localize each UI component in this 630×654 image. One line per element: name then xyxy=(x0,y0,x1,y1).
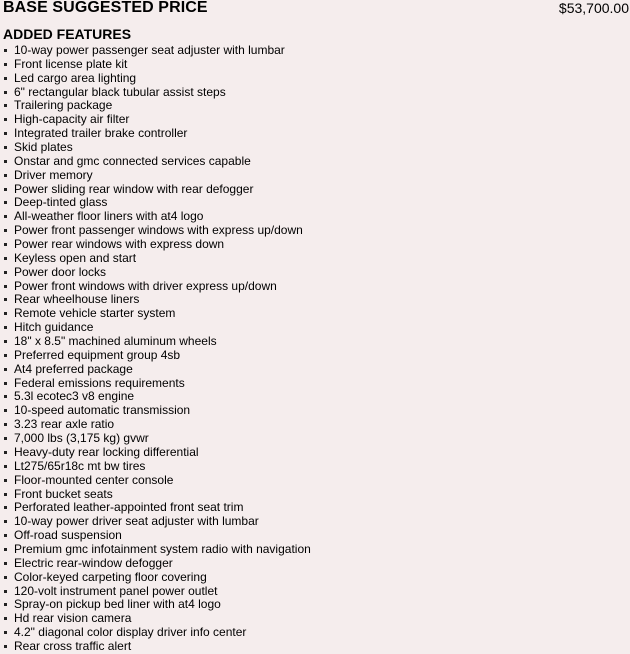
feature-item xyxy=(0,418,311,432)
feature-label: Color-keyed carpeting floor covering xyxy=(14,569,207,584)
bullet-icon xyxy=(4,146,7,149)
bullet-icon xyxy=(4,174,7,177)
feature-item xyxy=(0,169,311,183)
bullet-icon xyxy=(4,118,7,121)
feature-item xyxy=(0,210,311,224)
feature-label: 10-way power passenger seat adjuster with lumbar xyxy=(14,43,285,57)
feature-label: Heavy-duty rear locking differential xyxy=(14,444,199,459)
bullet-icon xyxy=(4,188,7,191)
feature-item xyxy=(0,543,311,557)
feature-item xyxy=(0,196,311,210)
bullet-icon xyxy=(4,548,7,551)
bullet-icon xyxy=(4,562,7,565)
bullet-icon xyxy=(4,437,7,440)
bullet-icon xyxy=(4,229,7,232)
feature-label: 4.2" diagonal color display driver info center xyxy=(14,625,247,640)
bullet-icon xyxy=(4,520,7,523)
feature-item xyxy=(0,307,311,321)
feature-label: Front bucket seats xyxy=(14,486,113,501)
bullet-icon xyxy=(4,451,7,454)
feature-label: 6" rectangular black tubular assist steps xyxy=(14,84,226,99)
bullet-icon xyxy=(4,257,7,260)
feature-label: Hd rear vision camera xyxy=(14,611,132,626)
feature-label: Power door locks xyxy=(14,264,107,279)
bullet-icon xyxy=(4,104,7,107)
feature-item xyxy=(0,99,311,113)
bullet-icon xyxy=(4,631,7,634)
feature-label: 10-speed automatic transmission xyxy=(14,403,191,418)
feature-list xyxy=(0,44,311,654)
feature-label: Deep-tinted glass xyxy=(14,195,108,210)
feature-label: Perforated leather-appointed front seat trim xyxy=(14,500,244,515)
bullet-icon xyxy=(4,603,7,606)
feature-item xyxy=(0,335,311,349)
feature-label: Skid plates xyxy=(14,140,73,155)
feature-label: 3.23 rear axle ratio xyxy=(14,417,115,432)
bullet-icon xyxy=(4,423,7,426)
feature-item xyxy=(0,363,311,377)
feature-label: Hitch guidance xyxy=(14,320,94,335)
bullet-icon xyxy=(4,382,7,385)
feature-item xyxy=(0,72,311,86)
bullet-icon xyxy=(4,160,7,163)
feature-label: Lt275/65r18c mt bw tires xyxy=(14,458,146,473)
bullet-icon xyxy=(4,395,7,398)
feature-item xyxy=(0,86,311,100)
feature-label: Driver memory xyxy=(14,167,93,182)
bullet-icon xyxy=(4,368,7,371)
feature-label: Premium gmc infotainment system radio with navigation xyxy=(14,541,311,556)
bullet-icon xyxy=(4,271,7,274)
feature-label: Power front passenger windows with express up/down xyxy=(14,223,303,238)
feature-label: Led cargo area lighting xyxy=(14,70,137,85)
feature-label: Remote vehicle starter system xyxy=(14,306,176,321)
bullet-icon xyxy=(4,326,7,329)
feature-item xyxy=(0,183,311,197)
feature-label: At4 preferred package xyxy=(14,361,133,376)
feature-item xyxy=(0,266,311,280)
bullet-icon xyxy=(4,243,7,246)
bullet-icon xyxy=(4,63,7,66)
bullet-icon xyxy=(4,132,7,135)
feature-item xyxy=(0,155,311,169)
feature-label: Keyless open and start xyxy=(14,250,137,265)
feature-item xyxy=(0,113,311,127)
feature-item xyxy=(0,571,311,585)
bullet-icon xyxy=(4,479,7,482)
feature-label: All-weather floor liners with at4 logo xyxy=(14,209,204,224)
feature-label: Preferred equipment group 4sb xyxy=(14,347,181,362)
bullet-icon xyxy=(4,590,7,593)
bullet-icon xyxy=(4,285,7,288)
feature-label: Spray-on pickup bed liner with at4 logo xyxy=(14,597,221,612)
feature-item xyxy=(0,557,311,571)
feature-label: 5.3l ecotec3 v8 engine xyxy=(14,389,135,404)
bullet-icon xyxy=(4,298,7,301)
feature-item xyxy=(0,488,311,502)
feature-label: 7,000 lbs (3,175 kg) gvwr xyxy=(14,431,149,446)
feature-label: 18" x 8.5" machined aluminum wheels xyxy=(14,334,217,349)
feature-label: Trailering package xyxy=(14,98,113,113)
feature-item xyxy=(0,252,311,266)
feature-label: Front license plate kit xyxy=(14,56,128,71)
feature-item xyxy=(0,515,311,529)
feature-label: Federal emissions requirements xyxy=(14,375,185,390)
feature-label: Rear wheelhouse liners xyxy=(14,292,140,307)
bullet-icon xyxy=(4,506,7,509)
feature-label: Integrated trailer brake controller xyxy=(14,126,188,141)
price-header xyxy=(3,0,629,18)
feature-item xyxy=(0,612,311,626)
bullet-icon xyxy=(4,49,7,52)
bullet-icon xyxy=(4,340,7,343)
feature-label: 10-way power driver seat adjuster with lumbar xyxy=(14,514,259,529)
feature-item xyxy=(0,349,311,363)
bullet-icon xyxy=(4,493,7,496)
bullet-icon xyxy=(4,201,7,204)
bullet-icon xyxy=(4,312,7,315)
feature-label: Rear cross traffic alert xyxy=(14,638,132,653)
feature-item xyxy=(0,640,311,654)
bullet-icon xyxy=(4,409,7,412)
feature-item xyxy=(0,44,311,58)
feature-label: Floor-mounted center console xyxy=(14,472,174,487)
base-price-value: $53,700.00 xyxy=(558,0,629,16)
feature-item xyxy=(0,598,311,612)
bullet-icon xyxy=(4,77,7,80)
feature-label: 120-volt instrument panel power outlet xyxy=(14,583,218,598)
feature-item xyxy=(0,404,311,418)
feature-item xyxy=(0,446,311,460)
bullet-icon xyxy=(4,354,7,357)
feature-item xyxy=(0,224,311,238)
feature-item xyxy=(0,432,311,446)
feature-label: Off-road suspension xyxy=(14,528,122,543)
feature-item xyxy=(0,460,311,474)
feature-item xyxy=(0,321,311,335)
bullet-icon xyxy=(4,645,7,648)
bullet-icon xyxy=(4,465,7,468)
feature-label: High-capacity air filter xyxy=(14,112,130,127)
bullet-icon xyxy=(4,617,7,620)
feature-item xyxy=(0,474,311,488)
feature-label: Power front windows with driver express up/down xyxy=(14,278,277,293)
feature-item xyxy=(0,127,311,141)
feature-label: Electric rear-window defogger xyxy=(14,555,173,570)
feature-item xyxy=(0,626,311,640)
feature-item xyxy=(0,585,311,599)
bullet-icon xyxy=(4,215,7,218)
feature-item xyxy=(0,390,311,404)
base-price-title: BASE SUGGESTED PRICE xyxy=(3,0,208,16)
bullet-icon xyxy=(4,91,7,94)
feature-label: Onstar and gmc connected services capable xyxy=(14,153,251,168)
feature-item xyxy=(0,293,311,307)
bullet-icon xyxy=(4,534,7,537)
feature-item xyxy=(0,58,311,72)
feature-item xyxy=(0,238,311,252)
feature-label: Power sliding rear window with rear defogger xyxy=(14,181,254,196)
feature-item xyxy=(0,280,311,294)
added-features-title: ADDED FEATURES xyxy=(3,26,132,42)
bullet-icon xyxy=(4,576,7,579)
feature-item xyxy=(0,501,311,515)
feature-item xyxy=(0,529,311,543)
feature-item xyxy=(0,141,311,155)
feature-item xyxy=(0,377,311,391)
feature-label: Power rear windows with express down xyxy=(14,237,225,252)
